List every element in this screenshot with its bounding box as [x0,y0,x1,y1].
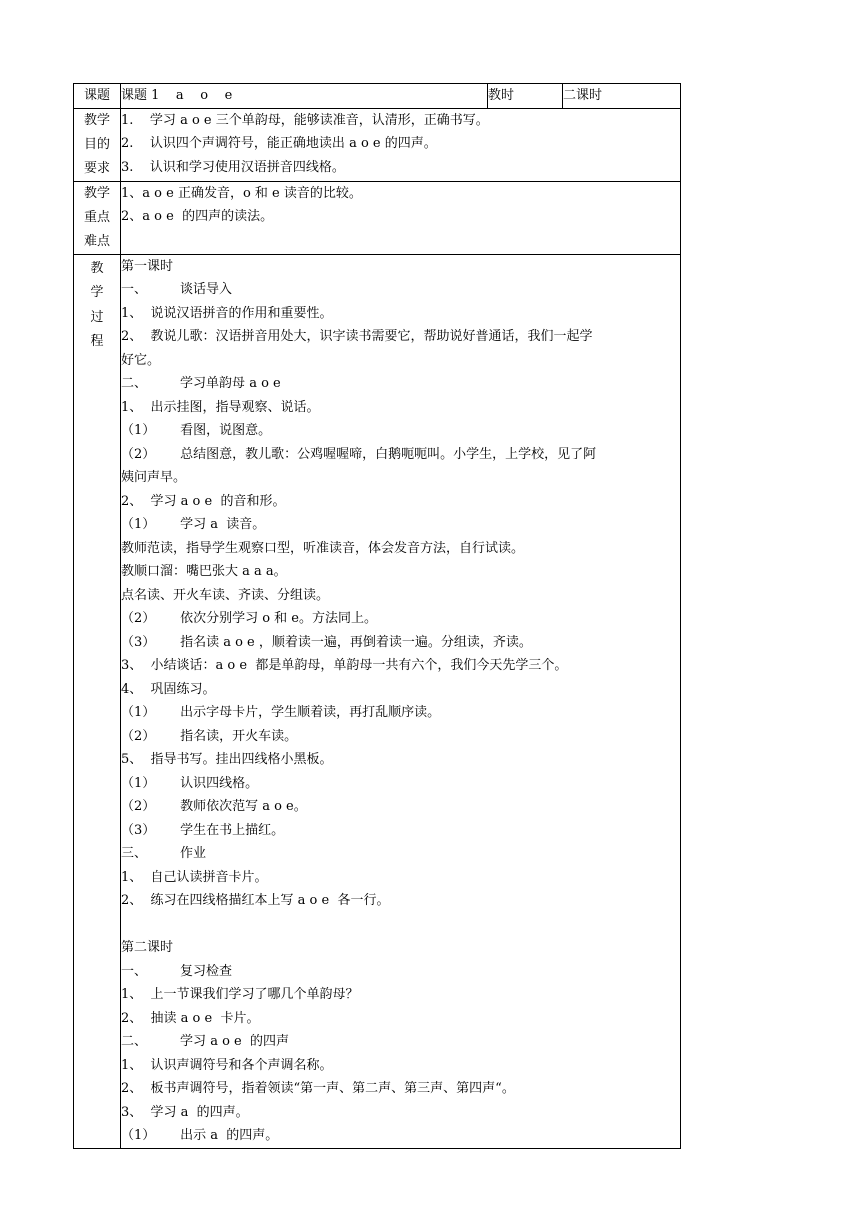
process-line: 第二课时 [121,940,174,955]
process-line: （2） 总结图意，教儿歌：公鸡喔喔啼，白鹅呃呃叫。小学生，上学校，见了阿 [121,446,597,462]
keypoints-content [121,181,681,254]
process-label-char: 教 [90,260,104,276]
keypoints-label [74,181,121,254]
process-line: （1） 看图，说图意。 [121,423,272,438]
subject-value: 课题 1 a o e [121,84,488,109]
hours-value: 二课时 [563,84,681,109]
process-line: 1、 认识声调符号和各个声调名称。 [121,1057,333,1073]
goals-label-line: 教学 [83,112,110,128]
process-line: 5、 指导书写。挂出四线格小黑板。 [121,752,333,767]
process-line: （2） 依次分别学习 o 和 e。方法同上。 [121,611,377,626]
lesson-plan-table [73,83,681,1149]
keypoints-label-line: 难点 [83,233,110,249]
process-line: （1） 出示字母卡片，学生顺着读，再打乱顺序读。 [121,705,441,720]
keypoints-row [74,181,681,254]
process-content [121,254,681,1148]
process-line: 2、 教说儿歌：汉语拼音用处大，识字读书需要它，帮助说好普通话，我们一起学 [121,329,593,344]
process-line: 姨问声早。 [121,470,187,485]
process-line: 4、 巩固练习。 [121,681,216,697]
process-line: （3） 学生在书上描红。 [121,822,285,838]
blank-line [121,913,680,937]
process-line: （1） 学习 a 读音。 [121,517,266,532]
process-label-char: 过 [90,309,104,325]
process-line: 3、 小结谈话：a o e 都是单韵母，单韵母一共有六个，我们今天先学三个。 [121,658,568,673]
process-line: （3） 指名读 a o e ，顺着读一遍，再倒着读一遍。分组读，齐读。 [121,634,532,650]
hours-label: 教时 [488,84,563,109]
process-line: 2、 学习 a o e 的音和形。 [121,493,286,509]
process-line: 教顺口溜：嘴巴张大 a a a。 [121,564,287,579]
process-label-char: 学 [90,285,104,300]
process-label-char: 程 [90,334,104,349]
process-line: 二、 学习单韵母 a o e [121,376,281,391]
process-line: 3、 学习 a 的四声。 [121,1104,249,1120]
process-line: 三、 作业 [121,846,207,861]
keypoint-item: 2、a o e 的四声的读法。 [121,209,274,224]
process-line: （2） 教师依次范写 a o e。 [121,799,307,814]
keypoints-label-line: 教学 [83,185,110,201]
goals-content [121,108,681,181]
process-line: 1、 说说汉语拼音的作用和重要性。 [121,305,333,321]
keypoints-label-line: 重点 [83,209,110,225]
process-line: 2、 板书声调符号，指着领读“第一声、第二声、第三声、第四声“。 [121,1081,515,1096]
process-line: 好它。 [121,352,161,368]
process-line: 1、 出示挂图，指导观察、说话。 [121,399,320,415]
process-row [74,254,681,1148]
process-line: 第一课时 [121,258,174,274]
goals-label-line: 要求 [83,160,110,176]
title-row [74,84,681,109]
process-label [74,254,121,1148]
process-line: （2） 指名读，开火车读。 [121,728,298,744]
goal-item: 1. 学习 a o e 三个单韵母，能够读准音，认清形，正确书写。 [121,112,489,128]
process-line: 2、 抽读 a o e 卡片。 [121,1010,260,1026]
keypoint-item: 1、a o e 正确发音，o 和 e 读音的比较。 [121,185,362,201]
process-line: 一、 复习检查 [121,963,233,979]
process-line: 2、 练习在四线格描红本上写 a o e 各一行。 [121,893,390,908]
process-line: 教师范读，指导学生观察口型，听准读音，体会发音方法，自行试读。 [121,540,525,556]
process-line: （1） 认识四线格。 [121,775,259,791]
process-line: （1） 出示 a 的四声。 [121,1128,279,1143]
goals-row [74,108,681,181]
goals-label-line: 目的 [83,136,110,152]
goal-item: 3. 认识和学习使用汉语拼音四线格。 [121,159,345,175]
process-line: 二、 学习 a o e 的四声 [121,1034,289,1049]
goal-item: 2. 认识四个声调符号，能正确地读出 a o e 的四声。 [121,136,437,151]
goals-label [74,108,121,181]
process-line: 点名读、开火车读、齐读、分组读。 [121,587,330,603]
process-line: 1、 自己认读拼音卡片。 [121,869,268,885]
process-line: 1、 上一节课我们学习了哪几个单韵母？ [121,987,359,1002]
process-line: 一、 谈话导入 [121,282,233,297]
subject-label: 课题 [74,84,121,109]
